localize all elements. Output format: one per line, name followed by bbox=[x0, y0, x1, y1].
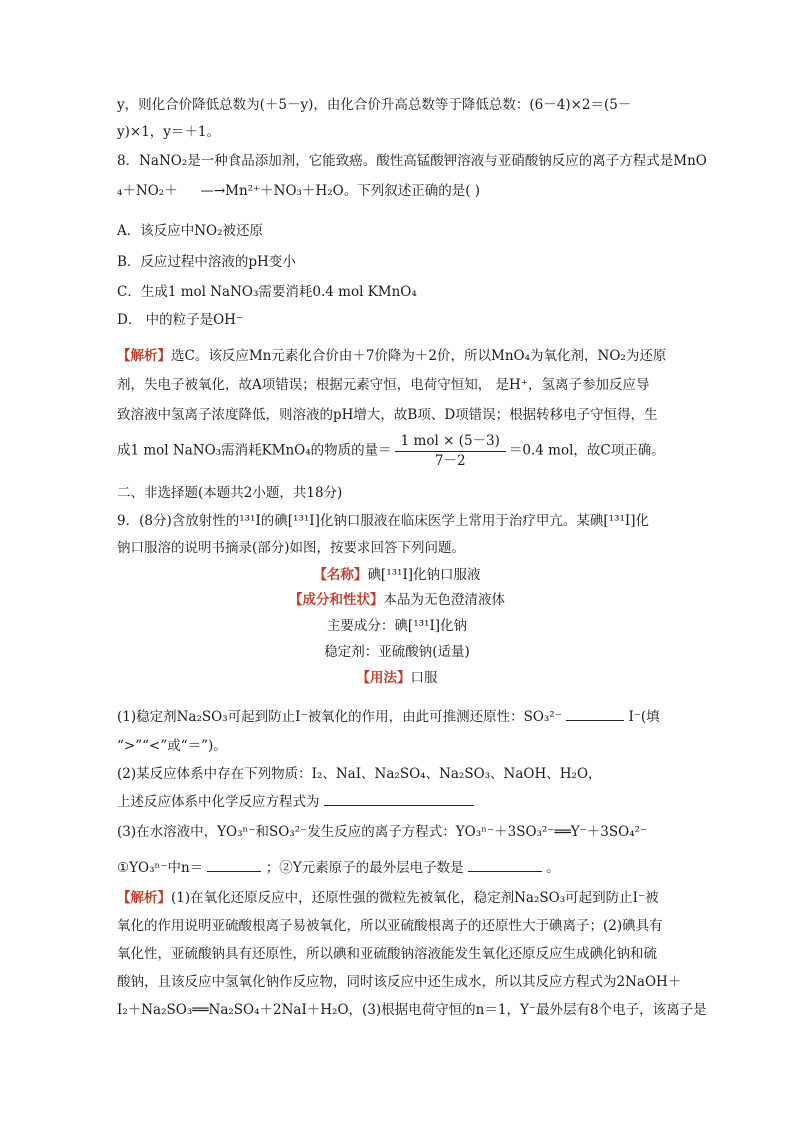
q8-analysis-text-4a: 成1 mol NaNO₃需消耗KMnO₄的物质的量＝ bbox=[117, 442, 392, 459]
q9-part3-line-2 bbox=[117, 857, 560, 878]
answer-blank-3[interactable] bbox=[207, 857, 261, 872]
leaflet-name-tag: 【名称】 bbox=[313, 567, 368, 583]
q9-part1-text-b: I⁻(填 bbox=[628, 709, 660, 725]
q9-part2-line-2 bbox=[117, 791, 474, 812]
answer-blank-4[interactable] bbox=[468, 857, 542, 872]
q9-analysis-line-2: 氧化的作用说明亚硫酸根离子易被氧化，所以亚硫酸根离子的还原性大于碘离子；(2)碘具有 bbox=[117, 918, 663, 934]
q8-option-a: A．该反应中NO₂被还原 bbox=[117, 223, 264, 239]
q9-part1-line-1 bbox=[117, 706, 660, 727]
section-heading: 二、非选择题(本题共2小题，共18分) bbox=[117, 485, 343, 501]
fraction bbox=[395, 432, 506, 470]
leaflet-usage bbox=[0, 668, 794, 688]
leaflet-usage-value: 口服 bbox=[410, 670, 438, 686]
leaflet-name-value: 碘[¹³¹I]化钠口服液 bbox=[367, 567, 481, 583]
q9-part1-line-2: “>”“<”或“＝”)。 bbox=[117, 738, 227, 754]
q9-analysis-text-1: (1)在氧化还原反应中，还原性强的微粒先被氧化，稳定剂Na₂SO₃可起到防止I⁻被 bbox=[171, 890, 659, 906]
analysis-tag: 【解析】 bbox=[117, 348, 171, 364]
leaflet-composition-tag: 【成分和性状】 bbox=[289, 592, 384, 608]
leaflet-main-ingredient: 主要成分：碘[¹³¹I]化钠 bbox=[326, 618, 468, 634]
fraction-denominator: 7－2 bbox=[434, 453, 466, 469]
q8-analysis-text-1: 选C。该反应Mn元素化合价由＋7价降为＋2价，所以MnO₄为氧化剂，NO₂为还原 bbox=[171, 348, 667, 364]
q9-analysis-line-3: 氧化性，亚硫酸钠具有还原性，所以碘和亚硫酸钠溶液能发生氧化还原反应生成碘化钠和硫 bbox=[117, 946, 657, 962]
q8-analysis-line-2: 剂，失电子被氧化，故A项错误；根据元素守恒，电荷守恒知， 是H⁺，氢离子参加反应导 bbox=[117, 377, 650, 393]
answer-blank-1[interactable] bbox=[566, 706, 624, 721]
q8-option-b: B．反应过程中溶液的pH变小 bbox=[117, 254, 296, 270]
leaflet-usage-tag: 【用法】 bbox=[356, 670, 411, 686]
q8-analysis-line-1 bbox=[117, 346, 666, 366]
q9-analysis-line-4: 酸钠，且该反应中氢氧化钠作反应物，同时该反应中还生成水，所以其反应方程式为2NaOH＋ bbox=[117, 974, 682, 990]
q9-analysis-line-5: I₂＋Na₂SO₃══Na₂SO₄＋2NaI＋H₂O，(3)根据电荷守恒的n＝1，Y⁻最外层有8个电子，该离子是 bbox=[117, 1002, 707, 1018]
q9-part2-text: 上述反应体系中化学反应方程式为 bbox=[117, 794, 320, 810]
q9-part3-q2: ；②Y元素原子的最外层电子数是 bbox=[265, 860, 464, 876]
q8-stem-part-a: ₄＋NO₂＋ bbox=[117, 183, 178, 199]
q9-part3-line-1: (3)在水溶液中，YO₃ⁿ⁻和SO₃²⁻发生反应的离子方程式：YO₃ⁿ⁻＋3SO₃²⁻══Y⁻＋3SO₄²⁻ bbox=[117, 824, 648, 840]
q8-analysis-text-4b: ＝0.4 mol，故C项正确。 bbox=[508, 442, 665, 459]
q7-line-1: y，则化合价降低总数为(＋5－y)，由化合价升高总数等于降低总数：(6－4)×2＝(5－ bbox=[117, 97, 632, 113]
answer-blank-2[interactable] bbox=[324, 791, 474, 806]
q8-option-d: D． 中的粒子是OH⁻ bbox=[117, 312, 244, 328]
q9-stem-line-2: 钠口服溶的说明书摘录(部分)如图，按要求回答下列问题。 bbox=[117, 540, 466, 556]
analysis-tag-2: 【解析】 bbox=[117, 890, 171, 906]
q8-stem-part-b: —→Mn²⁺＋NO₃＋H₂O。下列叙述正确的是( ) bbox=[200, 183, 481, 199]
q8-option-c: C．生成1 mol NaNO₃需要消耗0.4 mol KMnO₄ bbox=[117, 284, 417, 300]
leaflet-stabilizer: 稳定剂：亚硫酸钠(适量) bbox=[324, 644, 470, 660]
leaflet-composition bbox=[0, 590, 794, 610]
q9-analysis-line-1 bbox=[117, 888, 659, 908]
leaflet-composition-value: 本品为无色澄清液体 bbox=[383, 592, 505, 608]
q9-part1-text-a: (1)稳定剂Na₂SO₃可起到防止I⁻被氧化的作用，由此可推测还原性：SO₃²⁻ bbox=[117, 709, 562, 725]
fraction-numerator: 1 mol × (5－3) bbox=[395, 432, 506, 452]
q9-part3-q1: ①YO₃ⁿ⁻中n＝ bbox=[117, 860, 204, 876]
q8-stem-line-1: 8．NaNO₂是一种食品添加剂，它能致癌。酸性高锰酸钾溶液与亚硝酸钠反应的离子方程式是MnO bbox=[117, 153, 707, 169]
q7-line-2: y)×1，y＝＋1。 bbox=[117, 124, 221, 140]
q9-stem-line-1: 9．(8分)含放射性的¹³¹I的碘[¹³¹I]化钠口服液在临床医学上常用于治疗甲亢。某碘[¹³¹I]化 bbox=[117, 513, 649, 529]
q8-stem-line-2 bbox=[117, 181, 480, 201]
q8-analysis-line-4 bbox=[117, 432, 665, 470]
q8-analysis-line-3: 致溶液中氢离子浓度降低，则溶液的pH增大，故B项、D项错误；根据转移电子守恒得，生 bbox=[117, 407, 658, 423]
q9-part3-end: 。 bbox=[546, 860, 560, 876]
q9-part2-line-1: (2)某反应体系中存在下列物质：I₂、NaI、Na₂SO₄、Na₂SO₃、NaOH、H₂O， bbox=[117, 766, 602, 782]
leaflet-name bbox=[0, 565, 794, 585]
